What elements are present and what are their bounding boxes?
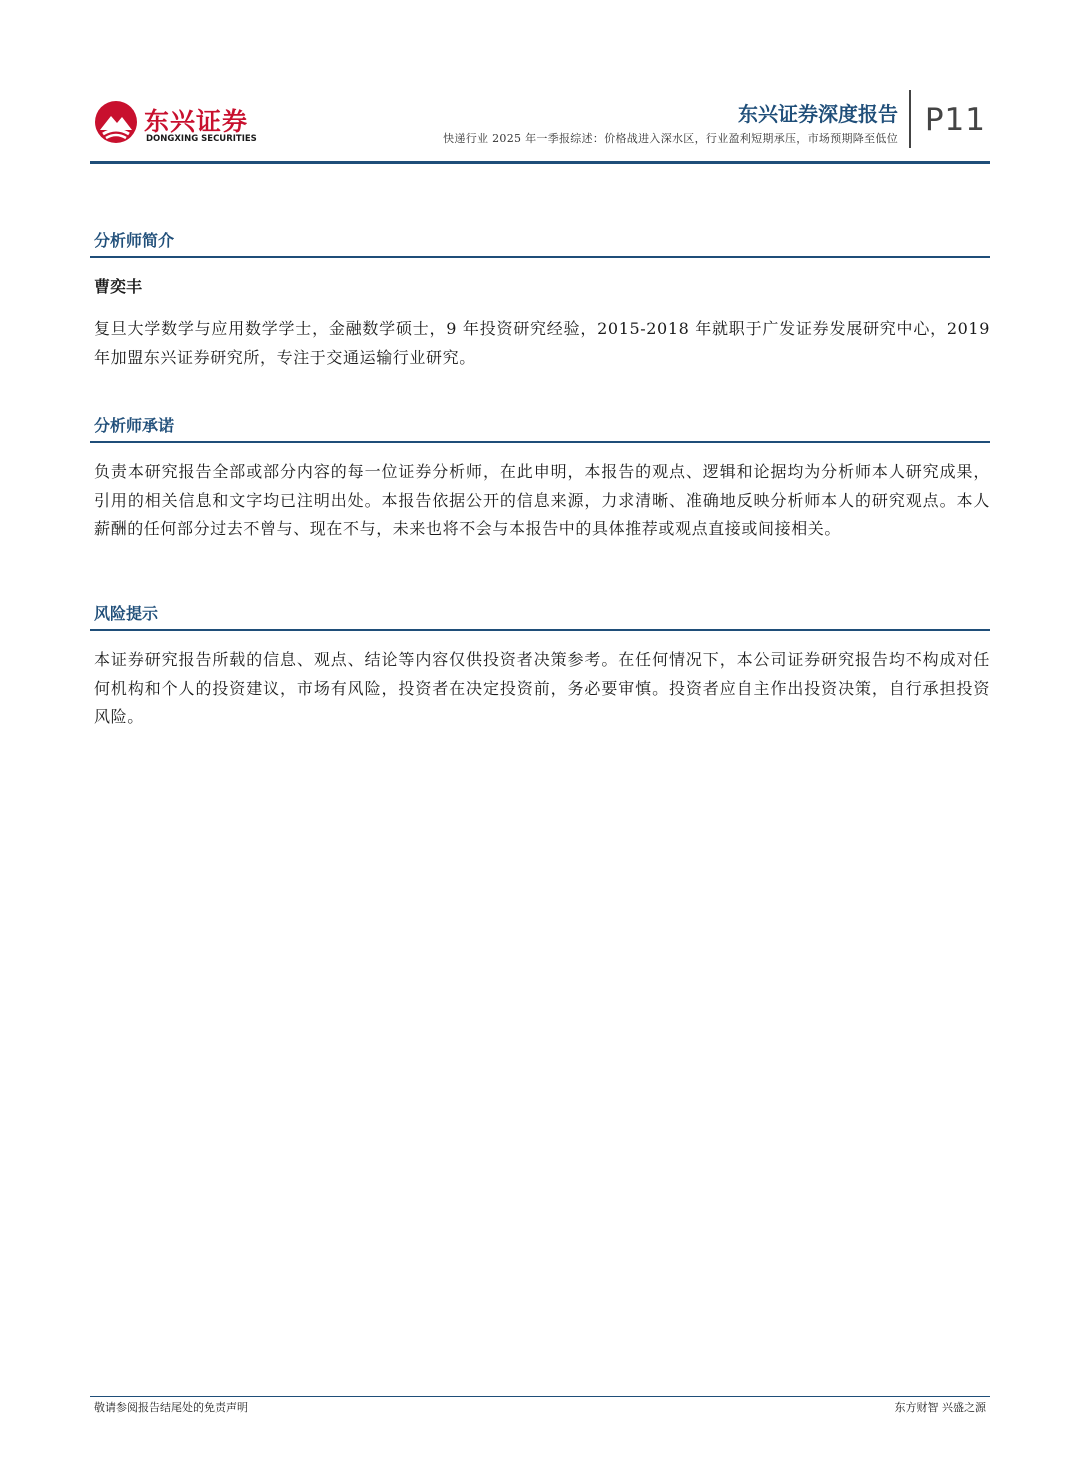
page-header (90, 90, 990, 165)
analyst-name: 曹奕丰 (94, 277, 143, 296)
section-analyst-intro (90, 226, 990, 372)
header-rule (90, 161, 990, 164)
logo-mark-icon (94, 100, 138, 144)
commitment-text: 负责本研究报告全部或部分内容的每一位证券分析师，在此申明，本报告的观点、逻辑和论据均为分析师本人研究成果，引用的相关信息和文字均已注明出处。本报告依据公开的信息来源，力求清晰、准确地反映分析师本人的研究观点。本人薪酬的任何部分过去不曾与、现在不与，未来也将不会与本报告中的具体推荐或观点直接或间接相关。 (94, 462, 990, 538)
analyst-bio: 复旦大学数学与应用数学学士，金融数学硕士，9 年投资研究经验，2015-2018 年就职于广发证券发展研究中心，2019 年加盟东兴证券研究所，专注于交通运输行业研究。 (94, 319, 990, 367)
logo-text-cn: 东兴证券 (144, 107, 249, 136)
logo-text-en: DONGXING SECURITIES (146, 134, 257, 144)
section-risk-warning (90, 599, 990, 732)
risk-text: 本证券研究报告所载的信息、观点、结论等内容仅供投资者决策参考。在任何情况下，本公司证券研究报告均不构成对任何机构和个人的投资建议，市场有风险，投资者在决定投资前，务必要审慎。投资者应自主作出投资决策，自行承担投资风险。 (94, 650, 990, 726)
header-divider (909, 90, 911, 148)
footer-disclaimer: 敬请参阅报告结尾处的免责声明 (94, 1401, 248, 1414)
report-brand: 东兴证券深度报告 (738, 102, 898, 126)
section-rule (90, 256, 990, 258)
footer-slogan: 东方财智 兴盛之源 (894, 1401, 986, 1414)
footer-rule (90, 1396, 990, 1397)
section-title: 风险提示 (94, 604, 159, 623)
section-analyst-commitment (90, 411, 990, 544)
company-logo (94, 96, 264, 146)
section-title: 分析师简介 (94, 231, 175, 250)
section-rule (90, 629, 990, 631)
page-number: P11 (924, 102, 986, 138)
section-rule (90, 441, 990, 443)
report-subtitle: 快递行业 2025 年一季报综述：价格战进入深水区，行业盈利短期承压，市场预期降至低位 (443, 132, 898, 145)
section-title: 分析师承诺 (94, 416, 175, 435)
